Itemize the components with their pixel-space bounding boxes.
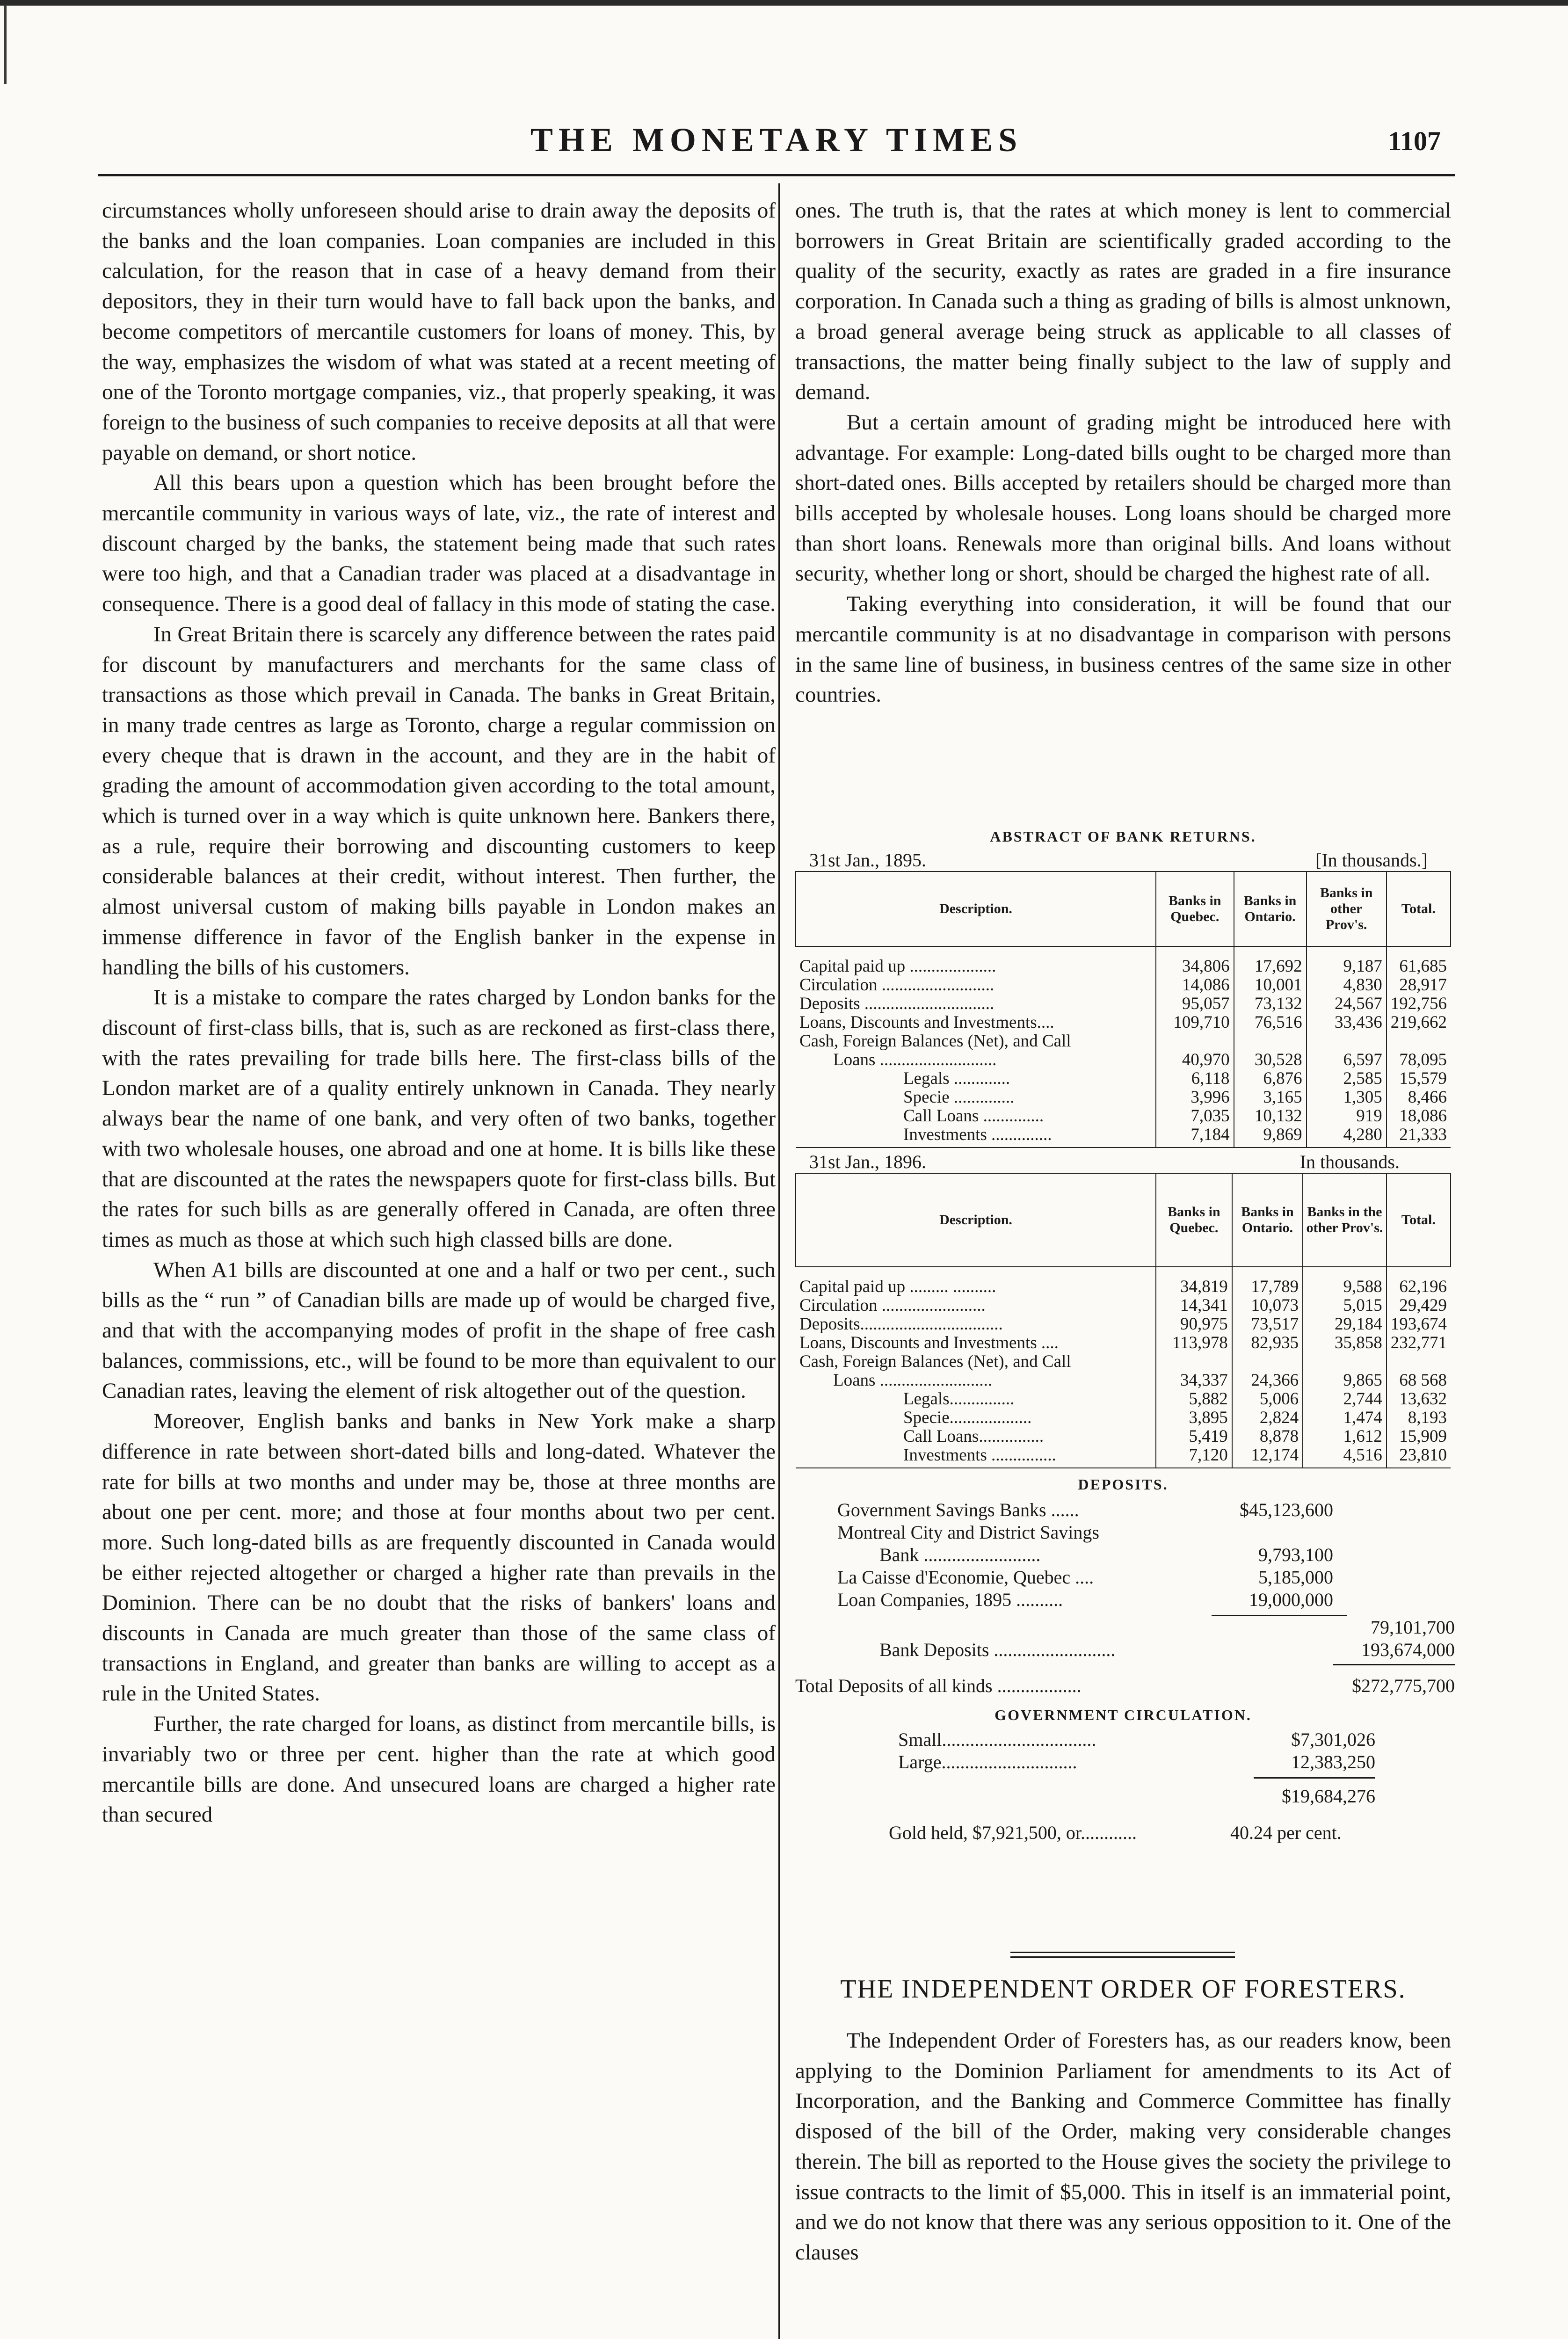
column-header: Banks in Quebec. [1156, 872, 1234, 946]
cell-value: 1,474 [1303, 1409, 1387, 1427]
row-label: Deposits .............................. [799, 994, 995, 1013]
column-header: Banks in other Prov's. [1307, 872, 1387, 946]
deposits-list [795, 1499, 1455, 1697]
paragraph: In Great Britain there is scarcely any difference between the rates paid for discount by manufacturers and merchants for the same class of transactions as those which prevail in Canada. The banks in Great Britain, in many trade centres as large as Toronto, charge a regular commission on every cheque that is drawn in the account, and they are in the habit of grading the amount of accommodation given according to the total amount, which is turned over in a way which is quite unknown here. Bankers there, as a rule, require their borrowing and discounting customers to keep considerable balances at their credit, without interest. Then further, the almost universal custom of making bills payable in London makes an immense difference in favor of the English banker in the expense in handling the bills of his customers. [102, 622, 776, 980]
section-rule [1010, 1956, 1235, 1958]
table-row [796, 1390, 1451, 1409]
cell-value: 6,876 [1234, 1069, 1307, 1088]
cell-value: 192,756 [1387, 995, 1451, 1013]
cell-value: 17,692 [1234, 946, 1307, 976]
cell-value: 14,341 [1156, 1296, 1232, 1315]
cell-value: 73,517 [1232, 1315, 1303, 1334]
cell-value: 5,419 [1156, 1427, 1232, 1446]
table-row [796, 1126, 1451, 1148]
row-label: Specie................... [903, 1408, 1032, 1427]
table-row [796, 946, 1451, 976]
row-label: Call Loans .............. [903, 1106, 1044, 1126]
row-label: Cash, Foreign Balances (Net), and Call [799, 1352, 1071, 1371]
row-label: Legals............... [903, 1389, 1015, 1409]
paragraph: circumstances wholly unforeseen should arise to drain away the deposits of the banks and the loan companies. Loan companies are included in this calculation, for the reason that in case of a heavy demand from their depositors, they in their turn would have to fall back upon the banks, and become competitors of mercantile customers for loans of money. This, by the way, emphasizes the wisdom of what was stated at a recent meeting of one of the Toronto mortgage companies, viz., that properly speaking, it was foreign to the business of such companies to receive deposits at all that were payable on demand, or short notice. [102, 198, 776, 465]
cell-value: 21,333 [1387, 1126, 1451, 1148]
cell-value: 24,366 [1232, 1371, 1303, 1390]
cell-value: 919 [1307, 1107, 1387, 1126]
cell-value: 29,184 [1303, 1315, 1387, 1334]
cell-value: 7,035 [1156, 1107, 1234, 1126]
cell-value [1232, 1352, 1303, 1371]
row-label: Legals ............. [903, 1069, 1010, 1088]
table-row [796, 1088, 1451, 1107]
cell-value: 109,710 [1156, 1013, 1234, 1032]
cell-value [1303, 1352, 1387, 1371]
foresters-title: THE INDEPENDENT ORDER OF FORESTERS. [840, 1975, 1406, 2004]
cell-value: 3,165 [1234, 1088, 1307, 1107]
left-column [102, 196, 776, 1830]
abstract-title: ABSTRACT OF BANK RETURNS. [990, 828, 1256, 845]
header-rule [98, 174, 1455, 176]
cell-value: 7,184 [1156, 1126, 1234, 1148]
cell-value: 29,429 [1387, 1296, 1451, 1315]
table-row [796, 1427, 1451, 1446]
cell-value: 219,662 [1387, 1013, 1451, 1032]
cell-value: 4,280 [1307, 1126, 1387, 1148]
masthead: THE MONETARY TIMES [530, 121, 1023, 159]
cell-value: 9,187 [1307, 946, 1387, 976]
table-row [796, 1013, 1451, 1032]
bank-returns-table-1895 [795, 871, 1451, 1148]
table-date: 31st Jan., 1896. [809, 1151, 926, 1172]
paragraph: Taking everything into consideration, it will be found that our mercantile community is at no disadvantage in comparison with persons in the same line of business, in business centres of the same size in other countries. [795, 592, 1451, 707]
cell-value: 90,975 [1156, 1315, 1232, 1334]
cell-value: 6,597 [1307, 1051, 1387, 1069]
cell-value: 6,118 [1156, 1069, 1234, 1088]
deposit-row: Bank ......................... 9,793,100 [879, 1544, 1333, 1565]
deposit-subtotal-row: 79,101,700 [1371, 1617, 1455, 1638]
deposit-row: Loan Companies, 1895 .......... 19,000,000 [837, 1589, 1333, 1610]
row-label: Capital paid up ......... .......... [799, 1277, 996, 1296]
table-row [796, 1107, 1451, 1126]
sum-rule [1254, 1777, 1375, 1779]
cell-value: 5,882 [1156, 1390, 1232, 1409]
cell-value: 12,174 [1232, 1446, 1303, 1468]
cell-value [1387, 1352, 1451, 1371]
bank-returns-table-1896 [795, 1173, 1451, 1468]
cell-value: 2,824 [1232, 1409, 1303, 1427]
cell-value: 34,819 [1156, 1267, 1232, 1296]
circulation-total-row: $19,684,276 [1282, 1786, 1375, 1807]
cell-value: 18,086 [1387, 1107, 1451, 1126]
table-row [796, 1069, 1451, 1088]
circulation-row: Large............................. 12,383,250 [898, 1751, 1375, 1772]
cell-value: 5,015 [1303, 1296, 1387, 1315]
cell-value: 10,001 [1234, 976, 1307, 995]
deposits-title: DEPOSITS. [1078, 1476, 1169, 1493]
row-label: Investments .............. [796, 1126, 1156, 1148]
cell-value: 4,516 [1303, 1446, 1387, 1468]
table-row [796, 1409, 1451, 1427]
row-label: Specie .............. [903, 1088, 1015, 1107]
total-deposits-row: Total Deposits of all kinds .................. $272,775,700 [795, 1675, 1455, 1696]
row-label: Loans ........................... [833, 1050, 997, 1069]
column-header: Description. [796, 872, 1156, 946]
table-row [796, 995, 1451, 1013]
cell-value: 35,858 [1303, 1334, 1387, 1352]
row-label: Circulation ........................ [799, 1296, 986, 1315]
sum-rule [1333, 1664, 1455, 1665]
table-row [796, 1446, 1451, 1468]
cell-value: 232,771 [1387, 1334, 1451, 1352]
page-number: 1107 [1388, 126, 1441, 156]
cell-value: 28,917 [1387, 976, 1451, 995]
cell-value: 33,436 [1307, 1013, 1387, 1032]
cell-value [1387, 1032, 1451, 1051]
cell-value: 24,567 [1307, 995, 1387, 1013]
cell-value [1156, 1352, 1232, 1371]
paragraph: But a certain amount of grading might be introduced here with advantage. For example: Long-dated bills ought to be charged more than short-dated ones. Bills accepted by retailers should be charged more than bills accepted by wholesale houses. Long loans should be charged more than short loans. Renewals more than original bills. And loans without security, whether long or short, should be charged the highest rate of all. [795, 410, 1451, 586]
right-column [795, 196, 1451, 710]
circulation-row: Small................................. $7,301,026 [898, 1729, 1375, 1750]
table-1896-caption [795, 1151, 1451, 1173]
cell-value: 78,095 [1387, 1051, 1451, 1069]
cell-value [1156, 1032, 1234, 1051]
row-label: Loans .......................... [833, 1371, 993, 1390]
foresters-article [795, 2026, 1451, 2268]
table-row [796, 1315, 1451, 1334]
circulation-list [898, 1729, 1451, 1808]
table-row [796, 1032, 1451, 1051]
cell-value: 61,685 [1387, 946, 1451, 976]
row-label: Loans, Discounts and Investments .... [799, 1333, 1059, 1352]
column-header: Banks in Ontario. [1234, 872, 1307, 946]
row-label: Capital paid up .................... [799, 957, 996, 976]
paragraph: The Independent Order of Foresters has, as our readers know, been applying to the Dominion Parliament for amendments to its Act of Incorporation, and the Banking and Commerce Committee has finally disposed of the bill of the Order, making very considerable changes therein. The bill as reported to the House gives the society the privilege to issue contracts to the limit of $5,000. This in itself is an immaterial point, and we do not know that there was any serious opposition to it. One of the clauses [795, 2028, 1451, 2265]
cell-value: 14,086 [1156, 976, 1234, 995]
deposit-row: La Caisse d'Economie, Quebec .... 5,185,000 [837, 1567, 1333, 1588]
deposit-row: Montreal City and District Savings [837, 1522, 1099, 1543]
gold-held-row: Gold held, $7,921,500, or............ 40.24 per cent. [889, 1822, 1342, 1843]
scan-edge-mark [4, 5, 7, 84]
table-row [796, 1352, 1451, 1371]
cell-value: 1,612 [1303, 1427, 1387, 1446]
row-label: Circulation .......................... [799, 975, 995, 995]
cell-value: 9,588 [1303, 1267, 1387, 1296]
cell-value: 76,516 [1234, 1013, 1307, 1032]
cell-value: 13,632 [1387, 1390, 1451, 1409]
table-row [796, 1051, 1451, 1069]
cell-value: 3,895 [1156, 1409, 1232, 1427]
cell-value: 5,006 [1232, 1390, 1303, 1409]
section-rule [1010, 1952, 1235, 1953]
paragraph: When A1 bills are discounted at one and a half or two per cent., such bills as the “ run ” of Canadian bills are made up of would be charged five, and that with the accompanying modes of profit in the shape of free cash balances, commissions, etc., will be found to be more than equivalent to our Canadian rates, leaving the element of risk altogether out of the question. [102, 1257, 776, 1403]
paragraph: ones. The truth is, that the rates at which money is lent to commercial borrowers in Great Britain are scientifically graded according to the quality of the security, exactly as rates are graded in a fire insurance corporation. In Canada such a thing as grading of bills is almost unknown, a broad general average being struck as applicable to all classes of transactions, the matter being finally subject to the law of supply and demand. [795, 198, 1451, 405]
table-row [796, 1296, 1451, 1315]
scan-top-border [0, 0, 1568, 6]
bank-deposits-row: Bank Deposits .......................... 193,674,000 [879, 1639, 1455, 1660]
cell-value: 62,196 [1387, 1267, 1451, 1296]
paragraph: Moreover, English banks and banks in New York make a sharp difference in rate between short-dated bills and long-dated. Whatever the rate for bills at two months and under may be, those at three months are about one per cent. more; and those at four months about two per cent. more. Such long-dated bills as are frequently discounted in Canada would be either rejected altogether or charged a higher rate than prevails in the Dominion. There can be no doubt that the risks of bankers' loans and discounts in Canada are much greater than those of the same class of transactions in England, and greater than banks are willing to accept as a rule in the United States. [102, 1409, 776, 1706]
paragraph: It is a mistake to compare the rates charged by London banks for the discount of first-class bills, that is, such as are reckoned as first-class there, with the rates prevailing for trade bills here. The first-class bills of the London market are of a quality entirely unknown in Canada. They nearly always bear the name of one bank, and very often of two banks, together with two wholesale houses, one abroad and one at home. It is bills like these that are discounted at the rates the newspapers quote for first-class bills. But the rates for such bills as are generally offered in Canada, are often three times as much as those at which such high classed bills are done. [102, 985, 776, 1252]
column-divider [778, 183, 780, 2339]
cell-value: 34,337 [1156, 1371, 1232, 1390]
column-header: Total. [1387, 872, 1451, 946]
cell-value: 82,935 [1232, 1334, 1303, 1352]
column-header: Total. [1387, 1173, 1451, 1267]
cell-value: 7,120 [1156, 1446, 1232, 1468]
column-header: Banks in the other Prov's. [1303, 1173, 1387, 1267]
cell-value: 17,789 [1232, 1267, 1303, 1296]
bank-returns-abstract [795, 828, 1455, 1844]
paragraph: Further, the rate charged for loans, as distinct from mercantile bills, is invariably two or three per cent. higher than the rate at which good mercantile bills are done. And unsecured loans are charged a higher rate than secured [102, 1712, 776, 1827]
cell-value: 15,909 [1387, 1427, 1451, 1446]
cell-value: 95,057 [1156, 995, 1234, 1013]
cell-value: 15,579 [1387, 1069, 1451, 1088]
cell-value: 8,193 [1387, 1409, 1451, 1427]
cell-value: 2,585 [1307, 1069, 1387, 1088]
cell-value: 2,744 [1303, 1390, 1387, 1409]
cell-value: 10,132 [1234, 1107, 1307, 1126]
table-row [796, 1371, 1451, 1390]
cell-value: 23,810 [1387, 1446, 1451, 1468]
cell-value: 30,528 [1234, 1051, 1307, 1069]
cell-value [1234, 1032, 1307, 1051]
cell-value: 68 568 [1387, 1371, 1451, 1390]
table-unit: [In thousands.] [1315, 850, 1428, 871]
column-header: Description. [796, 1173, 1156, 1267]
row-label: Investments ............... [796, 1446, 1156, 1468]
circulation-title: GOVERNMENT CIRCULATION. [995, 1707, 1252, 1723]
column-header: Banks in Ontario. [1232, 1173, 1303, 1267]
cell-value: 113,978 [1156, 1334, 1232, 1352]
cell-value: 8,878 [1232, 1427, 1303, 1446]
cell-value: 73,132 [1234, 995, 1307, 1013]
table-unit: In thousands. [1299, 1151, 1400, 1172]
cell-value: 3,996 [1156, 1088, 1234, 1107]
row-label: Deposits................................. [799, 1315, 1003, 1334]
table-date: 31st Jan., 1895. [809, 850, 926, 871]
column-header: Banks in Quebec. [1156, 1173, 1232, 1267]
cell-value: 40,970 [1156, 1051, 1234, 1069]
cell-value: 10,073 [1232, 1296, 1303, 1315]
page-header [98, 116, 1455, 172]
table-row [796, 1267, 1451, 1296]
row-label: Cash, Foreign Balances (Net), and Call [799, 1031, 1071, 1051]
deposit-row: Government Savings Banks ...... $45,123,600 [837, 1499, 1333, 1520]
cell-value: 193,674 [1387, 1315, 1451, 1334]
cell-value: 8,466 [1387, 1088, 1451, 1107]
paragraph: All this bears upon a question which has been brought before the mercantile community in various ways of late, viz., the rate of interest and discount charged by the banks, the statement being made that such rates were too high, and that a Canadian trader was placed at a disadvantage in consequence. There is a good deal of fallacy in this mode of stating the case. [102, 471, 776, 617]
cell-value: 1,305 [1307, 1088, 1387, 1107]
row-label: Loans, Discounts and Investments.... [799, 1013, 1054, 1032]
table-row [796, 976, 1451, 995]
table-1895-caption [795, 849, 1451, 871]
table-row [796, 1334, 1451, 1352]
row-label: Call Loans............... [903, 1427, 1044, 1446]
cell-value [1307, 1032, 1387, 1051]
cell-value: 9,865 [1303, 1371, 1387, 1390]
cell-value: 34,806 [1156, 946, 1234, 976]
cell-value: 9,869 [1234, 1126, 1307, 1148]
cell-value: 4,830 [1307, 976, 1387, 995]
